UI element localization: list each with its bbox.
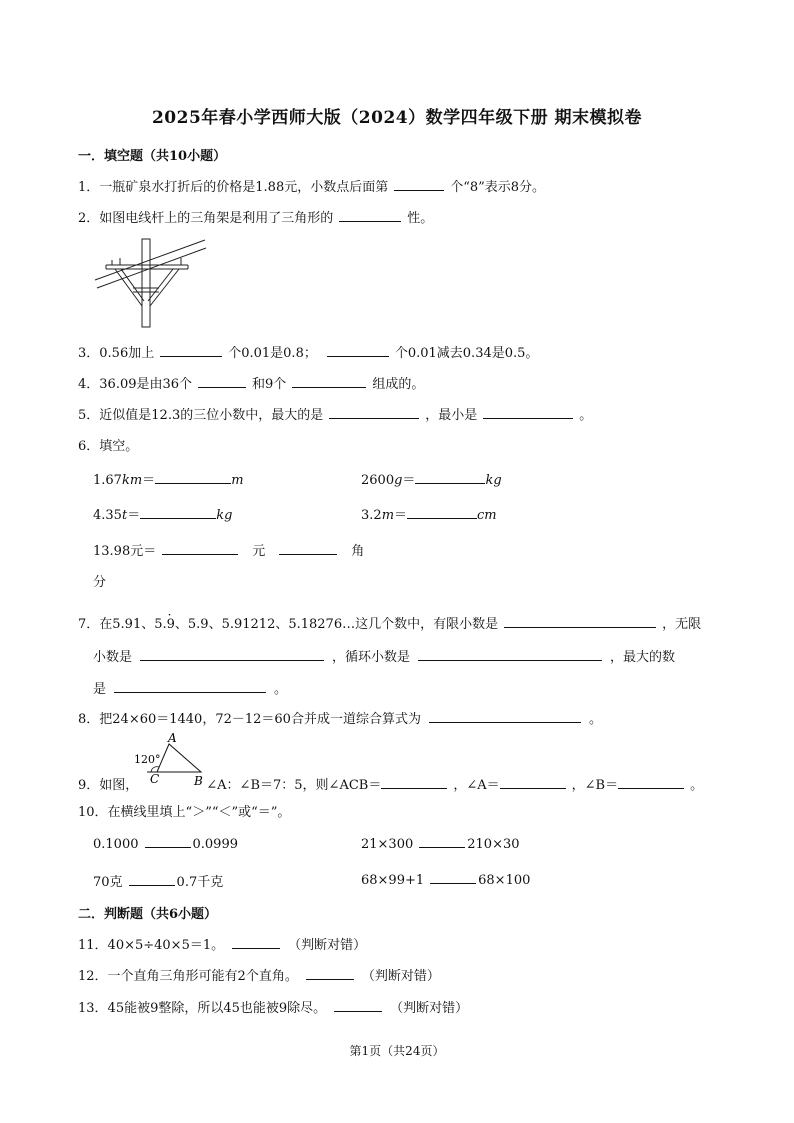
question-1-text-end: 个“8”表示8分。 bbox=[450, 180, 546, 195]
utility-pole-figure bbox=[93, 236, 208, 328]
question-13: 13．45能被9整除，所以45也能被9除尽。 （判断对错） bbox=[78, 1001, 469, 1016]
question-1-text: 1．一瓶矿泉水打折后的价格是1.88元，小数点后面第 bbox=[78, 180, 389, 195]
answer-blank[interactable] bbox=[114, 680, 266, 693]
answer-blank[interactable] bbox=[394, 178, 444, 191]
q6-item-m-to-cm: 3.2m＝ cm bbox=[361, 508, 497, 523]
question-8: 8．把24×60＝1440，72－12＝60合并成一道综合算式为 。 bbox=[78, 712, 602, 727]
vertex-label-a: A bbox=[168, 732, 177, 745]
question-2-text-end: 性。 bbox=[407, 211, 434, 226]
answer-blank[interactable] bbox=[140, 506, 216, 519]
vertex-label-c: C bbox=[150, 772, 160, 786]
question-6: 6．填空。 bbox=[78, 439, 139, 454]
answer-blank[interactable] bbox=[419, 835, 465, 848]
answer-blank[interactable] bbox=[618, 776, 684, 789]
question-3-text-end: 个0.01减去0.34是0.5。 bbox=[394, 346, 539, 361]
q10-compare-1: 0.1000 0.0999 bbox=[93, 837, 238, 852]
q10-compare-4: 68×99+1 68×100 bbox=[361, 873, 531, 888]
answer-blank[interactable] bbox=[292, 375, 366, 388]
question-2 bbox=[78, 207, 433, 226]
answer-blank[interactable] bbox=[160, 344, 222, 357]
answer-blank[interactable] bbox=[415, 471, 485, 484]
question-3-text: 3．0.56加上 bbox=[78, 346, 155, 361]
question-7-line-2: 小数是 ，循环小数是 ，最大的数 bbox=[93, 650, 676, 665]
question-3-text-mid: 个0.01是0.8； bbox=[228, 346, 317, 361]
q6-item-g-to-kg: 2600g＝ kg bbox=[361, 473, 502, 488]
answer-blank[interactable] bbox=[329, 406, 419, 419]
section-heading-fill-blank: 一．填空题（共10小题） bbox=[78, 149, 227, 164]
question-4-text: 4．36.09是由36个 bbox=[78, 377, 193, 392]
question-5 bbox=[78, 404, 592, 423]
section-heading-true-false: 二．判断题（共6小题） bbox=[78, 907, 218, 922]
document-title: 2025年春小学西师大版（2024）数学四年级下册 期末模拟卷 bbox=[151, 108, 643, 128]
answer-blank[interactable] bbox=[418, 648, 602, 661]
answer-blank[interactable] bbox=[429, 710, 581, 723]
answer-blank[interactable] bbox=[306, 967, 354, 980]
q6-item-km-to-m: 1.67km＝ m bbox=[93, 473, 244, 488]
repeating-digit: · 9 bbox=[167, 617, 175, 632]
answer-blank[interactable] bbox=[155, 471, 231, 484]
question-4-text-mid: 和9个 bbox=[252, 377, 287, 392]
answer-blank[interactable] bbox=[381, 776, 447, 789]
question-5-text-end: 。 bbox=[579, 408, 593, 423]
answer-blank[interactable] bbox=[334, 999, 382, 1012]
answer-blank[interactable] bbox=[407, 506, 477, 519]
answer-blank[interactable] bbox=[145, 835, 191, 848]
q6-item-fen: 分 bbox=[93, 575, 107, 590]
q10-compare-3: 70克 0.7千克 bbox=[93, 875, 224, 890]
answer-blank[interactable] bbox=[339, 209, 401, 222]
question-5-text-mid: ，最小是 bbox=[425, 408, 478, 423]
q6-item-yuan: 13.98元＝ 元 角 bbox=[93, 544, 365, 559]
question-9: 9．如图， ∠A：∠B＝7：5，则∠ACB＝ ，∠A＝ ，∠B＝ 。 bbox=[78, 778, 704, 793]
question-4 bbox=[78, 373, 424, 392]
answer-blank[interactable] bbox=[232, 936, 280, 949]
q10-compare-2: 21×300 210×30 bbox=[361, 837, 520, 852]
answer-blank[interactable] bbox=[162, 542, 238, 555]
page-footer: 第1页（共24页） bbox=[349, 1044, 445, 1058]
question-10: 10．在横线里填上“＞”“＜”或“＝”。 bbox=[78, 805, 291, 820]
answer-blank[interactable] bbox=[504, 615, 656, 628]
question-4-text-end: 组成的。 bbox=[372, 377, 425, 392]
answer-blank[interactable] bbox=[140, 648, 324, 661]
question-7-line-3: 是 。 bbox=[93, 682, 288, 697]
angle-label: 120° bbox=[134, 753, 161, 766]
question-2-text: 2．如图电线杆上的三角架是利用了三角形的 bbox=[78, 211, 334, 226]
question-3 bbox=[78, 342, 538, 361]
question-5-text: 5．近似值是12.3的三位小数中，最大的是 bbox=[78, 408, 324, 423]
question-1 bbox=[78, 176, 545, 195]
question-12: 12．一个直角三角形可能有2个直角。 （判断对错） bbox=[78, 969, 440, 984]
vertex-label-b: B bbox=[194, 774, 203, 788]
question-11: 11．40×5÷40×5＝1。 （判断对错） bbox=[78, 938, 367, 953]
answer-blank[interactable] bbox=[430, 871, 476, 884]
answer-blank[interactable] bbox=[327, 344, 389, 357]
q6-item-t-to-kg: 4.35t＝ kg bbox=[93, 508, 233, 523]
answer-blank[interactable] bbox=[129, 873, 175, 886]
answer-blank[interactable] bbox=[500, 776, 566, 789]
question-7-line-1: 7．在5.91、5.· 9、5.9、5.91212、5.18276…这几个数中，有限小数是 ，无限 bbox=[78, 613, 701, 632]
answer-blank[interactable] bbox=[483, 406, 573, 419]
answer-blank[interactable] bbox=[279, 542, 337, 555]
answer-blank[interactable] bbox=[198, 375, 246, 388]
